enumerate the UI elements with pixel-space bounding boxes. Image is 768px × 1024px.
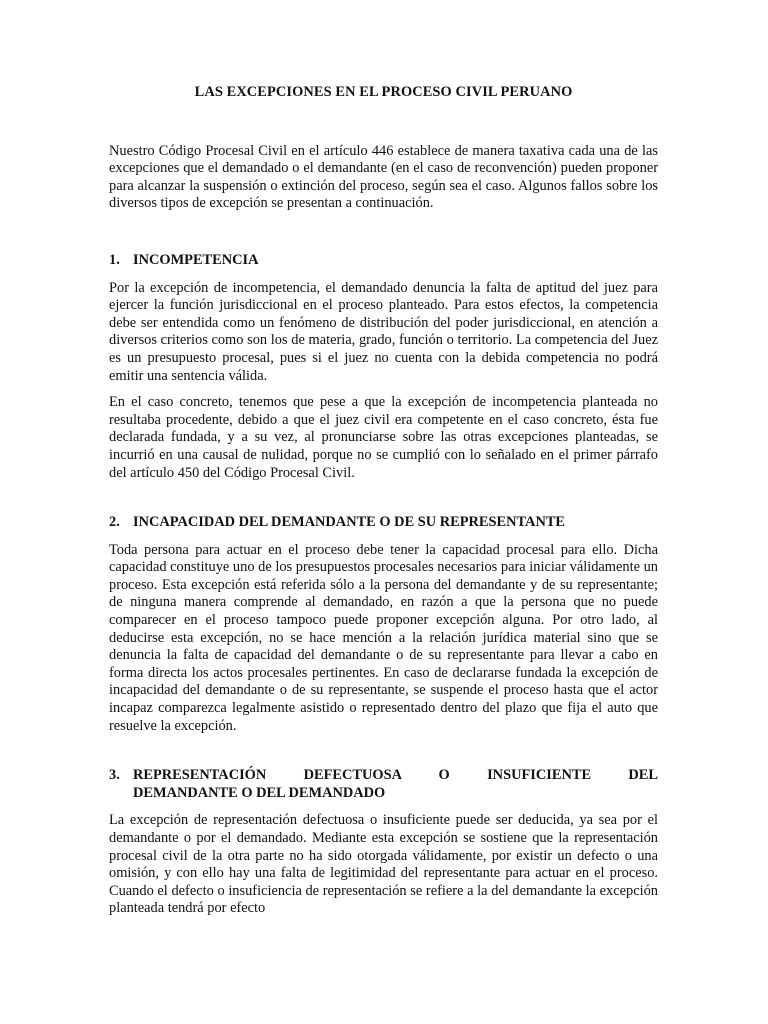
section-1-paragraph-2: En el caso concreto, tenemos que pese a que la excepción de incompetencia planteada no resultaba procedente, debido a que el juez civil era competente en el caso concreto, ésta fue declarada fundada, y a su vez, al pronunciarse sobre las otras excepciones planteadas, se incurrió en una causal de nulidad, porque no se cumplió con lo señalado en el primer párrafo del artículo 450 del Código Procesal Civil. xyxy=(109,394,658,481)
section-3-title-line-1: REPRESENTACIÓN DEFECTUOSA O INSUFICIENTE DEL xyxy=(133,767,658,784)
section-3-heading xyxy=(109,767,658,802)
section-2-heading xyxy=(109,514,658,532)
section-1-paragraph-1: Por la excepción de incompetencia, el demandado denuncia la falta de aptitud del juez para ejercer la función jurisdiccional en el proceso planteado. Para estos efectos, la competencia debe ser entendida como un fenómeno de distribución del poder jurisdiccional, en atención a diversos criterios como son los de materia, grado, función o territorio. La competencia del Juez es un presupuesto procesal, pues si el juez no cuenta con la debida competencia no podrá emitir una sentencia válida. xyxy=(109,279,658,384)
section-2-number: 2. xyxy=(109,514,120,531)
section-1-title: INCOMPETENCIA xyxy=(133,251,259,268)
section-2-paragraph-1: Toda persona para actuar en el proceso debe tener la capacidad procesal para ello. Dicha capacidad constituye uno de los presupuestos procesales necesarios para iniciar válidamente un proceso. Esta excepción está referida sólo a la persona del demandante y de su representante; de ninguna manera comprende al demandado, en razón a que la persona que no puede comparecer en el proceso tampoco puede proponer excepción alguna. Por otro lado, al deducirse esta excepción, no se hace mención a la relación jurídica material sino que se denuncia la falta de capacidad del demandante o de su representante para llevar a cabo en forma directa los actos procesales pertinentes. En caso de declararse fundada la excepción de incapacidad del demandante o de su representante, se suspende el proceso hasta que el actor incapaz comparezca legalmente asistido o representado dentro del plazo que fija el auto que resuelve la excepción. xyxy=(109,541,658,734)
section-3-title xyxy=(133,767,658,802)
section-3-paragraph-1: La excepción de representación defectuosa o insuficiente puede ser deducida, ya sea por el demandante o por el demandado. Mediante esta excepción se sostiene que la representación procesal civil de la otra parte no ha sido otorgada válidamente, por existir un defecto o una omisión, y con ello hay una falta de legitimidad del representante para actuar en el proceso. Cuando el defecto o insuficiencia de representación se refiere a la del demandante la excepción planteada tendrá por efecto xyxy=(109,812,658,917)
intro-paragraph: Nuestro Código Procesal Civil en el artículo 446 establece de manera taxativa cada una de las excepciones que el demandado o el demandante (en el caso de reconvención) pueden proponer para alcanzar la suspensión o extinción del proceso, según sea el caso. Algunos fallos sobre los diversos tipos de excepción se presentan a continuación. xyxy=(109,142,658,212)
section-1-heading xyxy=(109,252,658,270)
section-3-title-line-2: DEMANDANTE O DEL DEMANDADO xyxy=(133,784,386,801)
section-2-title: INCAPACIDAD DEL DEMANDANTE O DE SU REPRESENTANTE xyxy=(133,514,566,531)
section-1-number: 1. xyxy=(109,251,120,268)
document-title: LAS EXCEPCIONES EN EL PROCESO CIVIL PERUANO xyxy=(194,84,573,100)
section-3-number: 3. xyxy=(109,767,120,784)
